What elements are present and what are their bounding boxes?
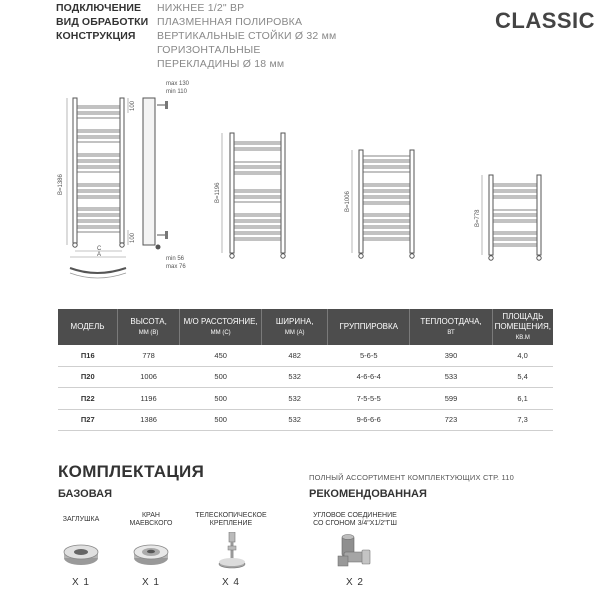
kit-item-telescopic-mount — [191, 512, 271, 588]
col-header-spacing: М/О РАССТОЯНИЕ, ММ (C) — [180, 309, 262, 345]
item-label: СО СГОНОМ 3/4"Х1/2"ГШ — [313, 520, 397, 527]
main-top-dim: 100 — [130, 100, 136, 111]
spec-label-construction: КОНСТРУКЦИЯ — [56, 30, 136, 42]
model-778-height-label: B=778 — [475, 209, 481, 227]
spec-label-finish: ВИД ОБРАБОТКИ — [56, 16, 149, 28]
item-label: КРЕПЛЕНИЕ — [209, 520, 253, 527]
cell-width: 532 — [262, 366, 328, 388]
cell-grouping: 4-6-6-4 — [328, 366, 410, 388]
cell-grouping: 7-5-5-5 — [328, 388, 410, 410]
col-header-width: ШИРИНА, ММ (A) — [262, 309, 328, 345]
kit-item-angle-connector — [300, 512, 410, 588]
item-qty: Х 4 — [221, 577, 240, 588]
cell-area: 4,0 — [492, 345, 553, 366]
model-778-view — [475, 175, 541, 260]
table-row — [58, 366, 553, 388]
model-1196-height-label: B=1196 — [215, 182, 221, 203]
cell-width: 532 — [262, 388, 328, 410]
main-height-label: B=1386 — [58, 174, 64, 195]
brand-title: CLASSIC — [495, 8, 596, 33]
cell-spacing: 450 — [180, 345, 262, 366]
model-1006-height-label: B=1006 — [345, 191, 351, 212]
side-min-bottom: min 56 — [166, 256, 185, 262]
cell-model: П16 — [58, 345, 118, 366]
cell-height: 1006 — [118, 366, 180, 388]
cell-model: П27 — [58, 409, 118, 431]
spec-value-construction-1: ВЕРТИКАЛЬНЫЕ СТОЙКИ Ø 32 мм — [157, 30, 337, 42]
model-1006-view — [345, 150, 414, 258]
col-header-height: ВЫСОТА, ММ (B) — [118, 309, 180, 345]
col-header-heat: ТЕПЛООТДАЧА, ВТ — [410, 309, 492, 345]
item-label: УГЛОВОЕ СОЕДИНЕНИЕ — [313, 512, 397, 519]
item-qty: Х 1 — [71, 577, 90, 588]
kit-item-air-vent — [116, 512, 186, 588]
cell-heat: 533 — [410, 366, 492, 388]
item-qty: Х 1 — [141, 577, 160, 588]
cell-heat: 599 — [410, 388, 492, 410]
main-front-view — [58, 98, 136, 278]
cell-heat: 723 — [410, 409, 492, 431]
item-label: МАЕВСКОГО — [129, 520, 173, 527]
spec-value-connection: НИЖНЕЕ 1/2" ВР — [157, 2, 245, 14]
cell-width: 532 — [262, 409, 328, 431]
cell-area: 7,3 — [492, 409, 553, 431]
kit-full-note: ПОЛНЫЙ АССОРТИМЕНТ КОМПЛЕКТУЮЩИХ СТР. 110 — [309, 473, 515, 482]
cell-spacing: 500 — [180, 409, 262, 431]
cell-spacing: 500 — [180, 366, 262, 388]
cell-width: 482 — [262, 345, 328, 366]
main-label-a: A — [97, 252, 102, 258]
side-max-bottom: max 76 — [166, 264, 186, 270]
cell-model: П22 — [58, 388, 118, 410]
cell-height: 778 — [118, 345, 180, 366]
item-label: ЗАГЛУШКА — [62, 516, 100, 523]
cell-spacing: 500 — [180, 388, 262, 410]
telescopic-mount-icon — [191, 532, 271, 572]
side-min-top: min 110 — [166, 89, 187, 95]
table-row — [58, 388, 553, 410]
spec-value-finish: ПЛАЗМЕННАЯ ПОЛИРОВКА — [157, 16, 303, 28]
item-qty: Х 2 — [345, 577, 364, 588]
model-1196-view — [215, 133, 285, 258]
spec-value-construction-2: ГОРИЗОНТАЛЬНЫЕ — [157, 44, 261, 56]
col-header-model: МОДЕЛЬ — [58, 309, 118, 345]
side-view — [143, 81, 190, 270]
technical-drawings — [0, 75, 599, 290]
item-label: ТЕЛЕСКОПИЧЕСКОЕ — [195, 512, 267, 519]
side-max-top: max 130 — [166, 81, 190, 87]
cell-area: 5,4 — [492, 366, 553, 388]
cell-grouping: 9-6-6-6 — [328, 409, 410, 431]
cell-area: 6,1 — [492, 388, 553, 410]
table-header-row — [58, 309, 553, 345]
main-bottom-dim: 100 — [130, 232, 136, 243]
spec-table — [58, 309, 553, 431]
angle-connector-icon — [300, 532, 410, 572]
col-header-area: ПЛОЩАДЬ ПОМЕЩЕНИЯ, КВ.М — [492, 309, 553, 345]
item-label: КРАН — [141, 512, 160, 519]
cell-heat: 390 — [410, 345, 492, 366]
main-label-c: C — [97, 246, 102, 252]
cell-height: 1196 — [118, 388, 180, 410]
kit-recommended-title: РЕКОМЕНДОВАННАЯ — [309, 488, 427, 500]
kit-base-title: БАЗОВАЯ — [58, 488, 112, 500]
spec-value-construction-3: ПЕРЕКЛАДИНЫ Ø 18 мм — [157, 58, 285, 70]
table-row — [58, 409, 553, 431]
plug-icon — [46, 532, 116, 572]
kit-item-plug — [46, 512, 116, 588]
spec-label-connection: ПОДКЛЮЧЕНИЕ — [56, 2, 142, 14]
kit-title: КОМПЛЕКТАЦИЯ — [58, 462, 205, 481]
cell-model: П20 — [58, 366, 118, 388]
cell-grouping: 5-6-5 — [328, 345, 410, 366]
air-vent-icon — [116, 532, 186, 572]
col-header-grouping: ГРУППИРОВКА — [328, 309, 410, 345]
cell-height: 1386 — [118, 409, 180, 431]
table-row — [58, 345, 553, 366]
